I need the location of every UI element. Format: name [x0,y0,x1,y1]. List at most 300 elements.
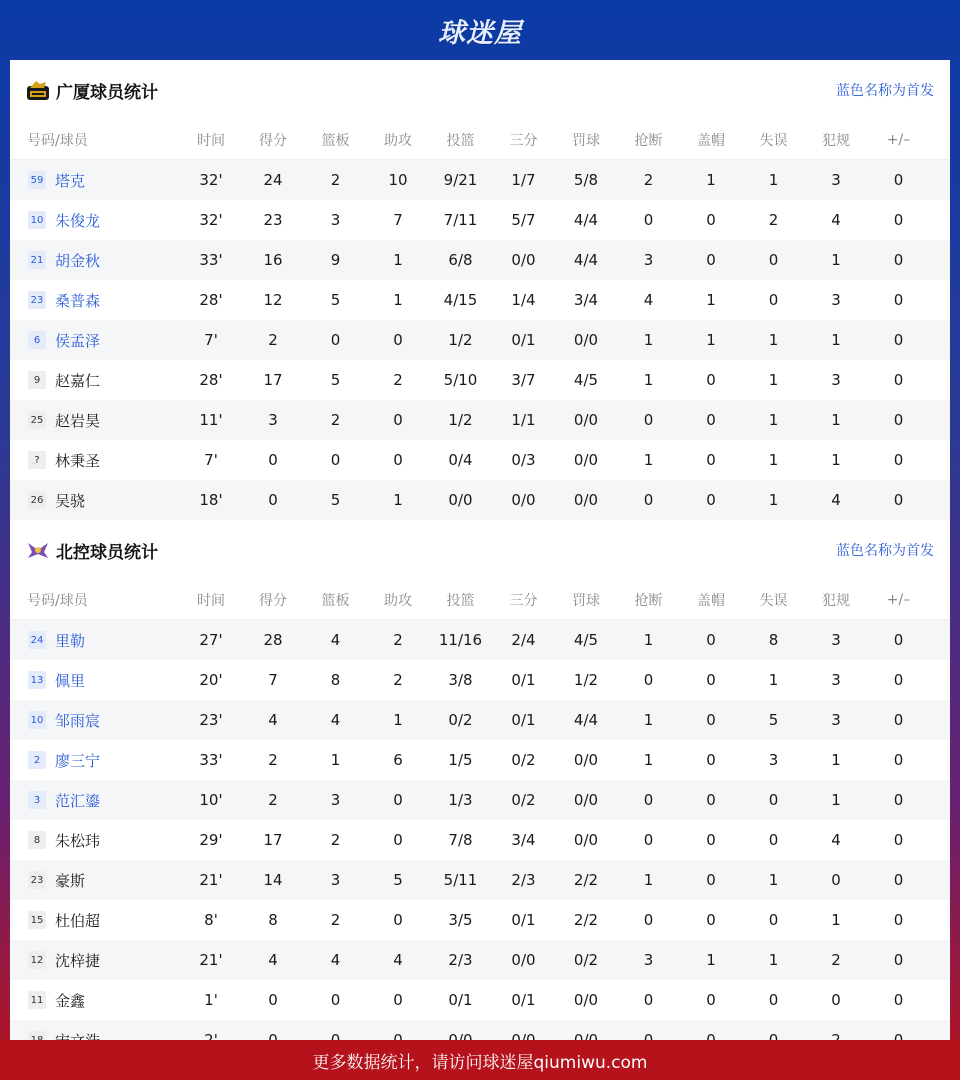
player-cell [10,290,180,311]
stat-cell: 1 [768,871,779,889]
stat-cell: 2 [268,331,278,349]
stat-cell: 0 [706,911,716,929]
stat-cell: 0/0 [448,491,473,509]
stat-cell: 3 [831,371,841,389]
stat-cell: 4 [831,211,841,229]
stat-cell: 1 [393,291,403,309]
column-header: 助攻 [384,132,412,149]
stat-cell: 12 [263,291,283,309]
stat-cell: 3 [330,211,341,229]
table-row[interactable] [10,820,950,860]
stat-cell: 0 [768,291,779,309]
player-cell [10,990,180,1011]
stat-cell: 4/4 [573,251,599,269]
jersey-number-badge: 9 [28,371,46,389]
stat-cell: 29' [199,831,223,849]
stat-cell: 0 [831,871,841,889]
stat-cell: 1 [643,371,654,389]
player-cell [10,670,180,691]
stat-cell: 1/2 [448,411,473,429]
stat-cell: 0 [893,711,904,729]
stat-cell: 0 [893,791,904,809]
stat-cell: 1 [831,791,841,809]
player-name-link[interactable]: 范汇鎏 [55,791,101,810]
stat-cell: 4 [831,491,841,509]
stat-cell: 2/2 [573,911,599,929]
jersey-number-badge: 21 [28,251,46,269]
stat-cell: 0/1 [511,711,536,729]
stat-cell: 0 [893,871,904,889]
stat-cell: 4/5 [573,631,599,649]
table-header [10,580,950,620]
player-cell [10,450,180,471]
stat-cell: 4 [268,951,278,969]
column-header: 号码/球员 [27,132,88,149]
stat-cell: 2 [268,751,278,769]
player-cell [10,910,180,931]
stat-cell: 4/15 [443,291,478,309]
stat-cell: 1 [706,291,716,309]
stat-cell: 0 [643,791,654,809]
stat-cell: 10 [388,171,408,189]
stat-cell: 1/4 [511,291,536,309]
table-row[interactable] [10,200,950,240]
stat-cell: 1 [706,331,716,349]
stat-cell: 5/7 [511,211,536,229]
stat-cell: 2/3 [448,951,473,969]
stat-cell: 32' [199,171,223,189]
stat-cell: 0 [893,251,904,269]
table-row[interactable] [10,480,950,520]
stat-cell: 1 [643,711,654,729]
stat-cell: 1 [393,251,403,269]
stat-cell: 4 [268,711,278,729]
player-cell [10,870,180,891]
stats-table [10,120,950,520]
stat-cell: 0 [893,491,904,509]
stat-cell: 3 [831,711,841,729]
stat-cell: 0 [643,211,654,229]
player-cell [10,790,180,811]
player-cell [10,250,180,271]
player-name-link[interactable]: 朱松玮 [55,831,101,850]
stat-cell: 2 [268,791,278,809]
stat-cell: 5/10 [443,371,478,389]
column-header: 时间 [197,132,225,149]
stat-cell: 0/1 [511,991,536,1009]
team-section [10,60,950,520]
stat-cell: 28' [199,371,223,389]
stat-cell: 0 [893,371,904,389]
stat-cell: 0/0 [573,831,599,849]
stat-cell: 0 [893,831,904,849]
stat-cell: 0 [393,831,403,849]
team-section [10,520,950,1060]
player-name-link[interactable]: 吴骁 [55,491,86,510]
jersey-number-badge: 6 [28,331,46,349]
table-header [10,120,950,160]
jersey-number-badge: 24 [28,631,46,649]
stat-cell: 3/4 [573,291,599,309]
column-header: 投篮 [446,592,475,609]
stat-cell: 0/0 [573,491,599,509]
stat-cell: 1 [831,751,841,769]
stat-cell: 0 [643,411,654,429]
stat-cell: 3 [831,171,841,189]
stat-cell: 1 [706,951,716,969]
stat-cell: 0 [893,951,904,969]
stat-cell: 0/4 [448,451,473,469]
stat-cell: 0 [893,991,904,1009]
player-name-link[interactable]: 杜伯超 [55,911,101,930]
column-header: +/– [886,591,911,608]
stat-cell: 10' [199,791,223,809]
stat-cell: 23' [199,711,223,729]
stat-cell: 3 [831,631,841,649]
table-row[interactable] [10,860,950,900]
stat-cell: 1 [768,491,779,509]
stat-cell: 2/2 [573,871,599,889]
stat-cell: 8 [268,911,278,929]
player-cell [10,170,180,191]
jersey-number-badge: 12 [28,951,46,969]
stat-cell: 5 [768,711,779,729]
stat-cell: 0/0 [573,751,599,769]
team-title: 北控球员统计 [56,542,158,563]
stat-cell: 0 [768,911,779,929]
stat-cell: 17 [263,831,283,849]
table-row[interactable] [10,780,950,820]
stat-cell: 8 [330,671,341,689]
stat-cell: 4 [393,951,403,969]
player-name-link[interactable]: 塔克 [55,171,86,190]
stat-cell: 0 [893,291,904,309]
player-name-link[interactable]: 里勒 [55,631,86,650]
stat-cell: 0/0 [573,991,599,1009]
table-row[interactable] [10,980,950,1020]
stat-cell: 0 [893,631,904,649]
stat-cell: 0 [393,411,403,429]
column-header: 得分 [259,132,287,149]
stat-cell: 4/4 [573,211,599,229]
stat-cell: 0 [893,911,904,929]
stat-cell: 0/0 [511,491,536,509]
stat-cell: 2 [393,631,403,649]
table-row[interactable] [10,740,950,780]
stat-cell: 0/2 [448,711,473,729]
stat-cell: 0 [330,451,341,469]
stat-cell: 0 [643,671,654,689]
stat-cell: 7/11 [443,211,478,229]
jersey-number-badge: 13 [28,671,46,689]
jersey-number-badge: 3 [28,791,46,809]
stat-cell: 0 [706,411,716,429]
column-header: 犯规 [822,592,850,609]
column-header: 得分 [259,592,287,609]
stat-cell: 1 [768,951,779,969]
stat-cell: 16 [263,251,283,269]
column-header: 罚球 [572,132,600,149]
section-header [10,60,950,120]
player-name-link[interactable]: 金鑫 [55,991,86,1010]
stat-cell: 0 [768,791,779,809]
stat-cell: 6/8 [448,251,473,269]
stat-cell: 4 [330,711,341,729]
column-header: 抢断 [634,592,663,609]
column-header: 号码/球员 [27,592,88,609]
stat-cell: 0 [643,491,654,509]
stat-cell: 3/7 [511,371,536,389]
stat-cell: 4 [643,291,654,309]
stat-cell: 8 [768,631,779,649]
stat-cell: 0/0 [573,451,599,469]
stat-cell: 2/4 [511,631,536,649]
stat-cell: 4 [831,831,841,849]
stat-cell: 3/8 [448,671,473,689]
stat-cell: 28 [263,631,283,649]
stat-cell: 0 [393,991,403,1009]
stat-cell: 0/0 [511,951,536,969]
stat-cell: 3 [330,791,341,809]
stat-cell: 0 [706,711,716,729]
stat-cell: 1 [393,491,403,509]
player-cell [10,210,180,231]
column-header: 失误 [759,592,788,609]
stat-cell: 24 [263,171,283,189]
stat-cell: 3 [831,291,841,309]
stat-cell: 2 [643,171,654,189]
player-name-link[interactable]: 邹雨宸 [55,711,101,730]
player-cell [10,830,180,851]
table-row[interactable] [10,440,950,480]
player-cell [10,490,180,511]
jersey-number-badge: 15 [28,911,46,929]
stat-cell: 0/1 [511,331,536,349]
stat-cell: 0/1 [448,991,473,1009]
table-row[interactable] [10,700,950,740]
stat-cell: 0 [768,991,779,1009]
stat-cell: 1/2 [573,671,599,689]
stat-cell: 0/2 [511,751,536,769]
player-name-link[interactable]: 胡金秋 [55,251,101,270]
player-cell [10,710,180,731]
stat-cell: 4 [330,631,341,649]
player-name-link[interactable]: 侯孟泽 [55,331,101,350]
stat-cell: 0 [893,331,904,349]
stat-cell: 5/8 [573,171,599,189]
stat-cell: 4/5 [573,371,599,389]
stat-cell: 1' [204,991,218,1009]
stat-cell: 2/3 [511,871,536,889]
player-name-link[interactable]: 佩里 [55,671,86,690]
player-name-link[interactable]: 赵嘉仁 [55,371,101,390]
stat-cell: 1 [831,451,841,469]
stat-cell: 1 [768,411,779,429]
stat-cell: 2 [330,831,341,849]
table-row[interactable] [10,400,950,440]
stat-cell: 21' [199,871,223,889]
stat-cell: 32' [199,211,223,229]
table-row[interactable] [10,620,950,660]
stat-cell: 5 [330,371,341,389]
table-row[interactable] [10,240,950,280]
table-row[interactable] [10,320,950,360]
stat-cell: 0 [893,751,904,769]
stat-cell: 0/0 [573,331,599,349]
stat-cell: 0 [768,831,779,849]
stat-cell: 0/1 [511,671,536,689]
stat-cell: 0 [706,751,716,769]
stat-cell: 0 [768,251,779,269]
table-row[interactable] [10,360,950,400]
stat-cell: 3 [768,751,779,769]
stat-cell: 1 [768,451,779,469]
stat-cell: 0 [393,451,403,469]
player-name-link[interactable]: 桑普森 [55,291,101,310]
player-name-link[interactable]: 廖三宁 [55,751,101,770]
column-header: 篮板 [321,592,350,609]
player-cell [10,630,180,651]
stat-cell: 1 [393,711,403,729]
stat-cell: 1 [643,331,654,349]
stat-cell: 21' [199,951,223,969]
team-logo-icon [26,78,50,102]
stat-cell: 5/11 [443,871,478,889]
table-row[interactable] [10,900,950,940]
jersey-number-badge: 10 [28,211,46,229]
stat-cell: 0/3 [511,451,536,469]
column-header: 罚球 [572,592,600,609]
stat-cell: 33' [199,751,223,769]
section-header [10,520,950,580]
stat-cell: 11' [199,411,223,429]
jersey-number-badge: 10 [28,711,46,729]
player-name-link[interactable]: 林秉圣 [55,451,101,470]
stat-cell: 1 [768,671,779,689]
stat-cell: 1 [643,451,654,469]
table-row[interactable] [10,280,950,320]
stat-cell: 23 [263,211,283,229]
stat-cell: 3 [268,411,278,429]
stat-cell: 0 [706,371,716,389]
player-cell [10,330,180,351]
column-header: 时间 [197,592,225,609]
team-title: 广厦球员统计 [56,82,158,103]
team-logo-icon [26,538,50,562]
stat-cell: 0 [330,991,341,1009]
stat-cell: 1 [831,251,841,269]
stat-cell: 0/0 [573,791,599,809]
stat-cell: 0/0 [573,411,599,429]
player-name-link[interactable]: 朱俊龙 [55,211,101,230]
stat-cell: 1 [643,871,654,889]
column-header: 失误 [759,132,788,149]
stat-cell: 2 [393,671,403,689]
stat-cell: 7' [204,451,218,469]
column-header: 抢断 [634,132,663,149]
stat-cell: 1 [706,171,716,189]
jersey-number-badge: 23 [28,871,46,889]
footer-banner[interactable]: 更多数据统计，请访问球迷屋qiumiwu.com [0,1040,960,1080]
stat-cell: 8' [204,911,218,929]
stat-cell: 1 [831,331,841,349]
stat-cell: 0 [643,911,654,929]
stat-cell: 9/21 [443,171,478,189]
stat-cell: 0 [643,831,654,849]
section-title [26,78,158,103]
starter-note: 蓝色名称为首发 [836,543,934,559]
table-row[interactable] [10,160,950,200]
stat-cell: 1/3 [448,791,473,809]
stat-cell: 7' [204,331,218,349]
player-name-link[interactable]: 沈梓捷 [55,951,101,970]
stat-cell: 0/1 [511,911,536,929]
stat-cell: 3 [643,951,654,969]
player-cell [10,750,180,771]
stat-cell: 0 [706,631,716,649]
stat-cell: 18' [199,491,223,509]
stat-cell: 4/4 [573,711,599,729]
stat-cell: 0 [706,671,716,689]
player-name-link[interactable]: 赵岩昊 [55,411,101,430]
stat-cell: 14 [263,871,283,889]
stat-cell: 1 [831,911,841,929]
stats-card [10,60,950,1040]
stat-cell: 3 [831,671,841,689]
stat-cell: 0 [706,871,716,889]
stat-cell: 2 [393,371,403,389]
stats-table [10,580,950,1060]
stat-cell: 0/2 [573,951,599,969]
stat-cell: 5 [330,291,341,309]
stat-cell: 20' [199,671,223,689]
stat-cell: 17 [263,371,283,389]
stat-cell: 1 [643,751,654,769]
stat-cell: 1 [768,331,779,349]
player-name-link[interactable]: 豪斯 [55,871,86,890]
stat-cell: 1/7 [511,171,536,189]
column-header: 投篮 [446,132,475,149]
top-bar [0,0,960,60]
stat-cell: 1/5 [448,751,473,769]
stat-cell: 0 [268,991,278,1009]
player-cell [10,950,180,971]
stat-cell: 3/5 [448,911,473,929]
column-header: 盖帽 [697,132,725,149]
stat-cell: 0 [393,331,403,349]
column-header: 犯规 [822,132,850,149]
jersey-number-badge: 2 [28,751,46,769]
stat-cell: 0 [268,451,278,469]
stat-cell: 2 [330,911,341,929]
jersey-number-badge: 25 [28,411,46,429]
stat-cell: 0 [893,411,904,429]
stat-cell: 0 [330,331,341,349]
stat-cell: 4 [330,951,341,969]
table-row[interactable] [10,660,950,700]
stat-cell: 9 [330,251,341,269]
stat-cell: 33' [199,251,223,269]
column-header: 盖帽 [697,592,725,609]
table-row[interactable] [10,940,950,980]
stat-cell: 5 [393,871,403,889]
stat-cell: 1 [330,751,341,769]
brand-logo: 球迷屋 [438,17,522,49]
stat-cell: 0 [831,991,841,1009]
stat-cell: 0 [706,211,716,229]
starter-note: 蓝色名称为首发 [836,83,934,99]
stat-cell: 6 [393,751,403,769]
